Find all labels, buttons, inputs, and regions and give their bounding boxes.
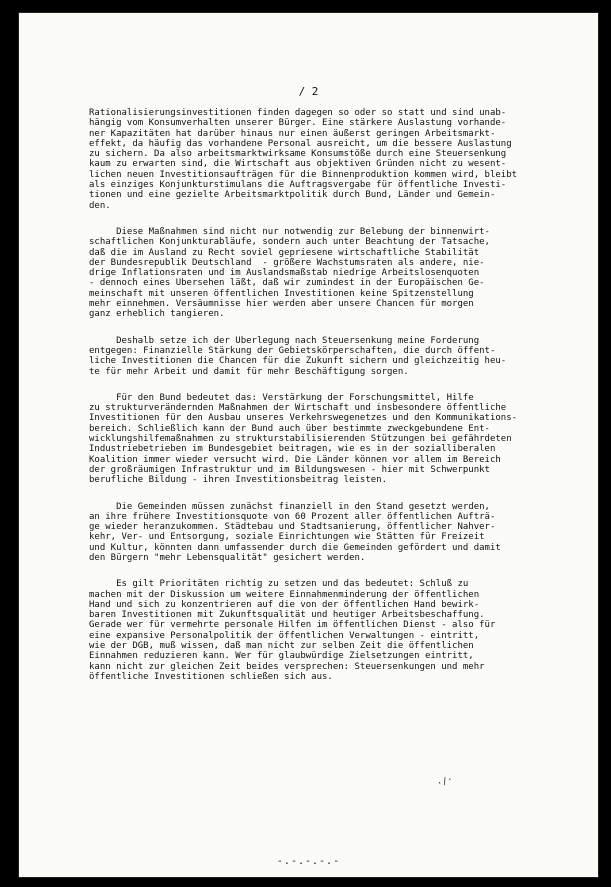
text-line: baren Investitionen mit Zukunftsqualität und heutiger Arbeitsbeschaffung. [89, 610, 485, 621]
paragraph [89, 227, 563, 320]
text-line: machen mit der Diskussion um weitere Einnahmenminderung der öffentlichen [89, 589, 480, 600]
text-line: te für mehr Arbeit und damit für mehr Beschäftigung sorgen. [89, 366, 409, 377]
paragraph [89, 336, 563, 377]
handwritten-mark: ·/· [435, 774, 455, 790]
text-line: bereich. Schließlich kann der Bund auch über bestimmte zweckgebundene Ent- [89, 423, 490, 434]
text-line: berufliche Bildung - ihren Investitionsbeitrag leisten. [89, 475, 388, 486]
footer-separator: -.-.-.-.- [276, 856, 341, 867]
text-line: Diese Maßnahmen sind nicht nur notwendig zur Belebung der binnenwirt- [89, 226, 490, 237]
text-line: entgegen: Finanzielle Stärkung der Gebietskörperschaften, die durch öffent- [89, 345, 496, 356]
text-line: Einnahmen reduzieren kann. Wer für glaubwürdige Zielsetzungen eintritt, [89, 651, 474, 662]
document-body [89, 108, 563, 682]
text-line: zu strukturverändernden Maßnahmen der Wirtschaft und insbesondere öffentliche [89, 403, 507, 414]
text-line: zu sichern. Da also arbeitsmarktwirksame Konsumstöße durch eine Steuersenkung [89, 149, 507, 160]
text-line: wie der DGB, muß wissen, daß man nicht zur selben Zeit die öffentlichen [89, 641, 474, 652]
text-line: ganz erheblich tangieren. [89, 309, 225, 320]
text-line: ge wieder heranzukommen. Städtebau und Stadtsanierung, öffentlicher Nahver- [89, 522, 496, 533]
text-line: Hand und sich zu konzentrieren auf die von der öffentlichen Hand bewirk- [89, 599, 480, 610]
paragraph [89, 502, 563, 564]
text-line: effekt, da häufig das vorhandene Personal ausreicht, um die bessere Auslastung [89, 138, 512, 149]
text-line: den. [89, 200, 111, 211]
text-line: kann nicht zur gleichen Zeit beides versprechen: Steuersenkungen und mehr [89, 661, 485, 672]
text-line: wicklungshilfemaßnahmen zu strukturstabilisierenden Stützungen bei gefährdeten [89, 434, 512, 445]
document-page [18, 12, 599, 878]
text-line: lichen neuen Investitionsaufträgen für die Binnenproduktion kommen wird, bleibt [89, 169, 518, 180]
text-line: Koalition immer wieder versucht wird. Die Länder können vor allem im Bereich [89, 454, 501, 465]
text-line: der Bundesrepublik Deutschland - größere Wachstumsraten als andere, nie- [89, 257, 485, 268]
paragraph [89, 108, 563, 211]
text-line: tionen und eine gezielte Arbeitsmarktpolitik durch Bund, Länder und Gemein- [89, 190, 496, 201]
text-line: schaftlichen Konjunkturabläufe, sondern auch unter Beachtung der Tatsache, [89, 237, 490, 248]
paragraph [89, 579, 563, 682]
text-line: Die Gemeinden müssen zunächst finanziell in den Stand gesetzt werden, [89, 501, 490, 512]
text-line: hängig vom Konsumverhalten unserer Bürger. Eine stärkere Auslastung vorhande- [89, 118, 507, 129]
text-line: Rationalisierungsinvestitionen finden dagegen so oder so statt und sind unab- [89, 108, 507, 118]
text-line: und Kultur, könnten dann umfassender durch die Gemeinden gefördert und damit [89, 542, 501, 553]
text-line: daß die im Ausland zu Recht soviel gepriesene wirtschaftliche Stabilität [89, 247, 480, 258]
text-line: Industriebetrieben im Bundesgebiet beitragen, wie es in der sozialliberalen [89, 444, 496, 455]
text-line: den Bürgern "mehr Lebensqualität" gesichert werden. [89, 552, 366, 563]
text-line: liche Investitionen die Chancen für die Zukunft sichern und gleichzeitig heu- [89, 356, 507, 367]
text-line: Gerade wer für vermehrte personale Hilfen im öffentlichen Dienst - also für [89, 620, 496, 631]
text-line: - dennoch eines Übersehen läßt, daß wir zumindest in der Europäischen Ge- [89, 278, 485, 289]
text-line: kaum zu erwarten sind, die Wirtschaft aus objektiven Gründen nicht zu wesent- [89, 159, 507, 170]
text-line: der großräumigen Infrastruktur und im Bildungswesen - hier mit Schwerpunkt [89, 464, 490, 475]
text-line: mehr einnehmen. Versäumnisse hier werden aber unsere Chancen für morgen [89, 299, 474, 310]
text-line: Investitionen für den Ausbau unseres Verkehrswegenetzes und den Kommunikations- [89, 413, 518, 424]
text-line: Es gilt Prioritäten richtig zu setzen und das bedeutet: Schluß zu [89, 579, 469, 590]
text-line: Deshalb setze ich der Überlegung nach Steuersenkung meine Forderung [89, 335, 480, 346]
text-line: Für den Bund bedeutet das: Verstärkung der Forschungsmittel, Hilfe [89, 392, 474, 403]
text-line: eine expansive Personalpolitik der öffentlichen Verwaltungen - eintritt, [89, 630, 480, 641]
text-line: öffentliche Investitionen schließen sich aus. [89, 671, 333, 682]
text-line: als einziges Konjunkturstimulans die Auftragsvergabe für öffentliche Investi- [89, 180, 507, 191]
text-line: drige Inflationsraten und im Auslandsmaßstab niedrige Arbeitslosenquoten [89, 268, 480, 279]
text-line: ner Kapazitäten hat darüber hinaus nur einen äußerst geringen Arbeitsmarkt- [89, 128, 496, 139]
paragraph [89, 393, 563, 486]
text-line: meinschaft mit unseren öffentlichen Investitionen keine Spitzenstellung [89, 288, 474, 299]
text-line: an ihre frühere Investitionsquote von 60 Prozent aller öffentlichen Aufträ- [89, 511, 496, 522]
page-number: / 2 [298, 85, 319, 98]
text-line: kehr, Ver- und Entsorgung, soziale Einrichtungen wie Stätten für Freizeit [89, 532, 485, 543]
